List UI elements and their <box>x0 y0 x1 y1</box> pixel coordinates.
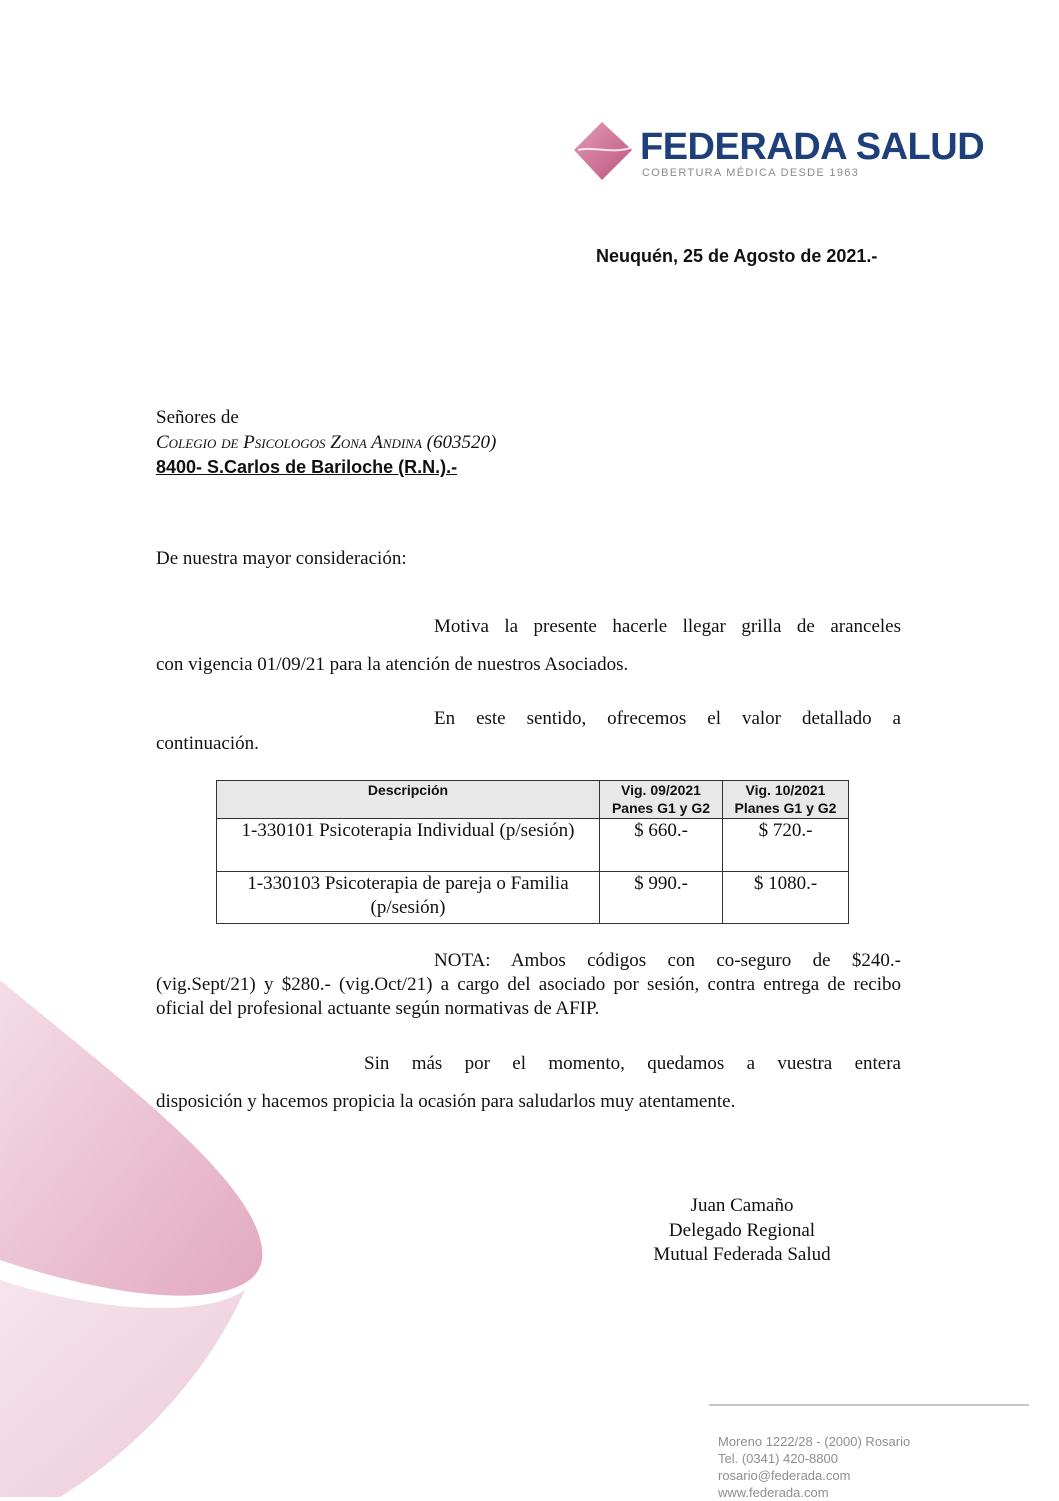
footer-website[interactable]: www.federada.com <box>718 1485 829 1500</box>
footer-email[interactable]: rosario@federada.com <box>718 1468 851 1483</box>
paragraph-closing <box>156 1045 901 1121</box>
addressee-city: 8400- S.Carlos de Bariloche (R.N.).- <box>156 457 458 477</box>
paragraph-intro <box>156 608 901 684</box>
paragraph-line: (vig.Sept/21) y $280.- (vig.Oct/21) a cargo del asociado por sesión, contra entrega de recibo oficial del profesional actuante según normativas de AFIP. <box>156 974 901 1019</box>
header-description: Descripción <box>217 781 600 819</box>
paragraph-line: NOTA: Ambos códigos con co-seguro de $240.- <box>434 950 901 971</box>
paragraph-line: disposición y hacemos propicia la ocasión para saludarlos muy atentamente. <box>156 1091 736 1112</box>
paragraph-line: continuación. <box>156 733 259 754</box>
header-vig-09: Vig. 09/2021 Panes G1 y G2 <box>600 781 723 819</box>
logo-name: FEDERADA SALUD <box>640 126 985 168</box>
paragraph-line: con vigencia 01/09/21 para la atención de nuestros Asociados. <box>156 654 629 675</box>
cell-description: 1-330103 Psicoterapia de pareja o Familia (p/sesión) <box>217 872 600 924</box>
footer-contact <box>718 1433 910 1501</box>
signature-role: Delegado Regional <box>668 1219 816 1241</box>
addressee-organization: Colegio de Psicologos Zona Andina (603520) <box>156 432 497 453</box>
signature-block <box>620 1194 864 1268</box>
addressee-line: Señores de <box>156 407 239 428</box>
footer-address: Moreno 1222/28 - (2000) Rosario <box>718 1434 911 1449</box>
footer-divider <box>709 1404 1029 1406</box>
rates-table <box>216 780 849 924</box>
table-row <box>217 872 849 924</box>
header-vig-10: Vig. 10/2021 Planes G1 y G2 <box>723 781 849 819</box>
table-header-row <box>217 781 849 819</box>
footer-phone: Tel. (0341) 420-8800 <box>718 1451 838 1466</box>
logo-tagline: COBERTURA MÉDICA DESDE 1963 <box>642 167 860 179</box>
cell-price-10: $ 1080.- <box>723 872 849 924</box>
table-row <box>217 819 849 872</box>
signature-name: Juan Camaño <box>690 1195 794 1216</box>
signature-org: Mutual Federada Salud <box>653 1244 831 1265</box>
cell-price-09: $ 660.- <box>600 819 723 872</box>
paragraph-offer <box>156 706 901 756</box>
salutation: De nuestra mayor consideración: <box>156 548 407 569</box>
cell-price-10: $ 720.- <box>723 819 849 872</box>
paragraph-line: Motiva la presente hacerle llegar grilla de aranceles <box>434 616 901 637</box>
cell-description: 1-330101 Psicoterapia Individual (p/sesión) <box>217 819 600 872</box>
addressee-block <box>156 405 496 480</box>
cell-price-09: $ 990.- <box>600 872 723 924</box>
diamond-logo-icon <box>572 120 636 182</box>
paragraph-note <box>156 949 901 1021</box>
decorative-ribbon <box>0 960 280 1497</box>
company-logo <box>572 120 985 190</box>
letter-date: Neuquén, 25 de Agosto de 2021.- <box>596 246 878 266</box>
paragraph-line: En este sentido, ofrecemos el valor detallado a <box>434 708 901 729</box>
paragraph-line: Sin más por el momento, quedamos a vuestra entera <box>364 1053 901 1074</box>
